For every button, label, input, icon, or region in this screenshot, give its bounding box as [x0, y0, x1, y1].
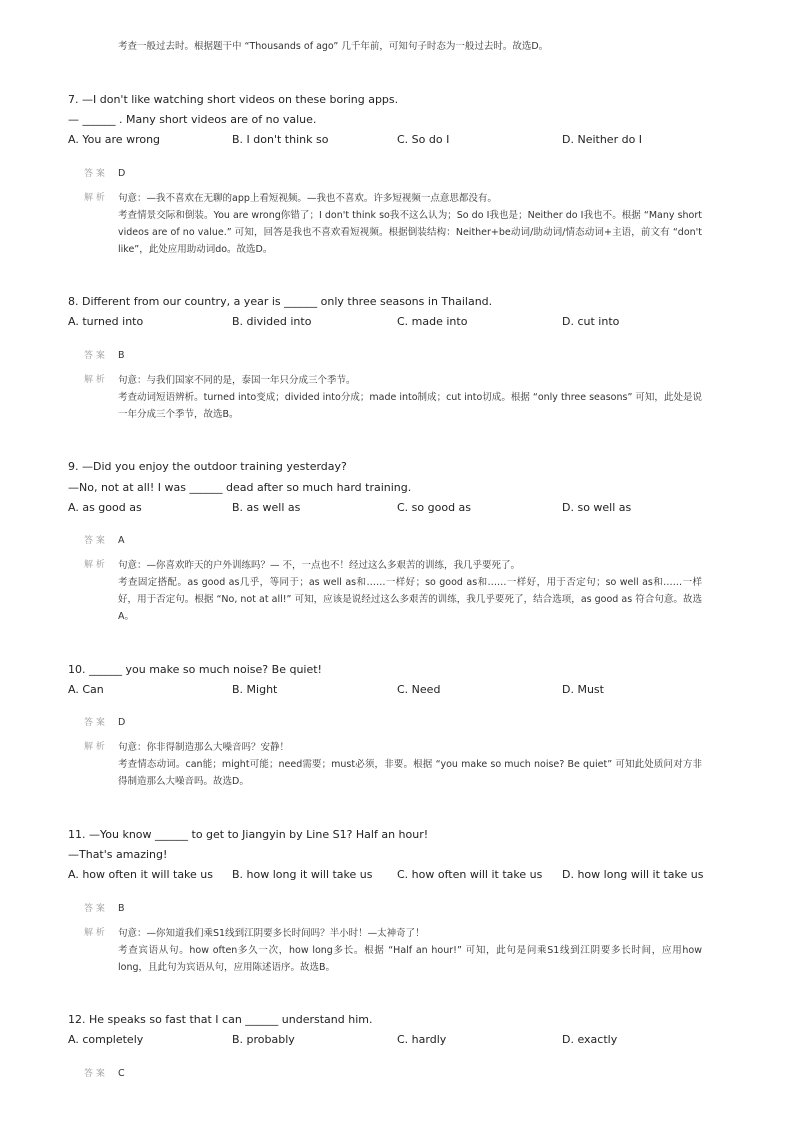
answer-label: 答 案	[84, 904, 105, 914]
option-a[interactable]: A. completely	[68, 1033, 144, 1046]
answer-value: D	[118, 717, 126, 728]
option-d[interactable]: D. so well as	[562, 501, 632, 514]
previous-analysis-note: 考查一般过去时。根据题干中 “Thousands of ago” 几千年前，可知句子时态为一般过去时。故选D。	[118, 41, 549, 52]
option-c[interactable]: C. how often will it take us	[397, 868, 543, 881]
option-b[interactable]: B. I don't think so	[232, 133, 329, 146]
analysis-text: 考查动词短语辨析。turned into变成；divided into分成；made into制成；cut into切成。根据 “only three seasons” 可知，此处是说一年分成三个季节，故选B。	[118, 392, 702, 420]
analysis-text: 句意：—你知道我们乘S1线到江阴要多长时间吗？半小时！—太神奇了！	[118, 928, 425, 939]
analysis-text: 考查宾语从句。how often多久一次，how long多长。根据 “Half an hour!” 可知，此句是问乘S1线到江阴要多长时间，应用how long，且此句为宾语从句，应用陈述语序。故选B。	[118, 945, 702, 973]
option-d[interactable]: D. Neither do I	[562, 133, 643, 146]
answer-label: 答 案	[84, 169, 105, 179]
answer-value: B	[118, 350, 125, 361]
question-stem: 7. —I don't like watching short videos on these boring apps.	[68, 93, 399, 106]
question-stem: 12. He speaks so fast that I can ______ understand him.	[68, 1013, 373, 1026]
answer-label: 答 案	[84, 351, 105, 361]
analysis-label: 解 析	[84, 928, 105, 938]
option-b[interactable]: B. Might	[232, 683, 278, 696]
answer-value: D	[118, 168, 126, 179]
option-a[interactable]: A. Can	[68, 683, 104, 696]
analysis-text: 考查情态动词。can能；might可能；need需要；must必须，非要。根据 “you make so much noise? Be quiet” 可知此处质问对方非得制造那么大噪音吗。故选D。	[118, 759, 702, 787]
analysis-text: 句意：—你喜欢昨天的户外训练吗？— 不，一点也不！经过这么多艰苦的训练，我几乎要死了。	[118, 560, 521, 571]
question-stem: 10. ______ you make so much noise? Be quiet!	[68, 663, 322, 676]
answer-value: B	[118, 903, 125, 914]
option-d[interactable]: D. how long will it take us	[562, 868, 704, 881]
option-b[interactable]: B. divided into	[232, 315, 312, 328]
question-stem: 9. —Did you enjoy the outdoor training yesterday?	[68, 460, 347, 473]
option-c[interactable]: C. hardly	[397, 1033, 447, 1046]
analysis-text: 句意：—我不喜欢在无聊的app上看短视频。—我也不喜欢。许多短视频一点意思都没有。	[118, 193, 497, 204]
option-b[interactable]: B. as well as	[232, 501, 301, 514]
option-a[interactable]: A. turned into	[68, 315, 144, 328]
analysis-text: 句意：你非得制造那么大噪音吗？安静！	[118, 742, 290, 753]
option-c[interactable]: C. made into	[397, 315, 468, 328]
analysis-label: 解 析	[84, 193, 105, 203]
option-c[interactable]: C. Need	[397, 683, 441, 696]
question-stem: — ______ . Many short videos are of no value.	[68, 113, 317, 126]
answer-value: A	[118, 535, 125, 546]
question-stem: 11. —You know ______ to get to Jiangyin by Line S1? Half an hour!	[68, 828, 429, 841]
answer-value: C	[118, 1068, 125, 1079]
option-c[interactable]: C. So do I	[397, 133, 450, 146]
answer-label: 答 案	[84, 718, 105, 728]
analysis-label: 解 析	[84, 560, 105, 570]
option-a[interactable]: A. as good as	[68, 501, 142, 514]
analysis-label: 解 析	[84, 375, 105, 385]
question-stem: 8. Different from our country, a year is ______ only three seasons in Thailand.	[68, 295, 493, 308]
option-a[interactable]: A. You are wrong	[68, 133, 161, 146]
answer-label: 答 案	[84, 536, 105, 546]
option-d[interactable]: D. cut into	[562, 315, 620, 328]
option-d[interactable]: D. Must	[562, 683, 604, 696]
option-b[interactable]: B. how long it will take us	[232, 868, 373, 881]
analysis-text: 考查固定搭配。as good as几乎，等同于；as well as和……一样好；so good as和……一样好，用于否定句；so well as和……一样好，用于否定句。根据 “No, not at all!” 可知，应该是说经过这么多艰苦的训练，我几乎要死了，结合选项，as good as 符合句意。故选A。	[118, 577, 702, 622]
analysis-text: 考查情景交际和倒装。You are wrong你错了；I don't think so我不这么认为；So do I我也是；Neither do I我也不。根据 “Many short videos are of no value.” 可知，回答是我也不喜欢看短视频。根据倒装结构：Neither+be动词/助动词/情态动词+主语，前文有 “don't like”，此处应用助动词do。故选D。	[118, 210, 702, 255]
analysis-text: 句意：与我们国家不同的是，泰国一年只分成三个季节。	[118, 375, 356, 386]
option-a[interactable]: A. how often it will take us	[68, 868, 214, 881]
answer-label: 答 案	[84, 1069, 105, 1079]
analysis-label: 解 析	[84, 742, 105, 752]
option-b[interactable]: B. probably	[232, 1033, 295, 1046]
question-stem: —That's amazing!	[68, 848, 168, 861]
option-c[interactable]: C. so good as	[397, 501, 472, 514]
question-stem: —No, not at all! I was ______ dead after so much hard training.	[68, 481, 412, 494]
option-d[interactable]: D. exactly	[562, 1033, 618, 1046]
